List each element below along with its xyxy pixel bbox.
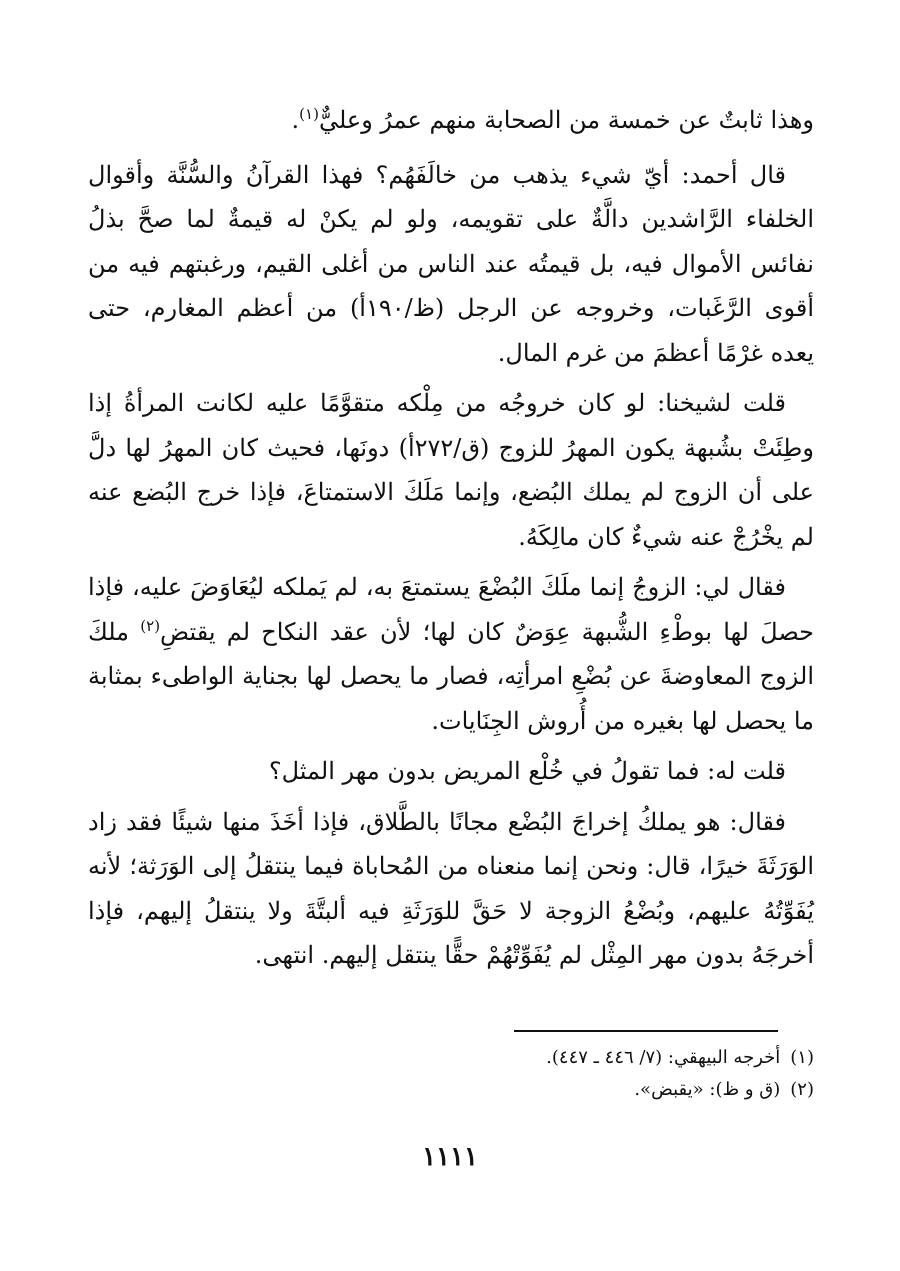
paragraph-1-text: وهذا ثابتٌ عن خمسة من الصحابة منهم عمرُ وعليٌّ bbox=[318, 106, 814, 134]
footnote-1 bbox=[88, 1042, 814, 1074]
paragraph-4-text: فقال لي: الزوجُ إنما ملَكَ البُضْعَ يستمتعَ به، لم يَملكه ليُعَاوَضَ عليه، فإذا حصلَ لها بوطْءِ الشُّبهة عِوَضٌ كان لها؛ لأن عقد النكاح لم يقتضِ bbox=[88, 573, 814, 646]
page-number: ١١١١ bbox=[422, 1142, 478, 1172]
footnote-ref-2: (٢) bbox=[140, 616, 161, 635]
paragraph-6: فقال: هو يملكُ إخراجَ البُضْع مجانًا بالطَّلاق، فإذا أخَذَ منها شيئًا فقد زاد الوَرَثَةَ خيرًا، قال: ونحن إنما منعناه من المُحاباة فيما ينتقلُ إلى الوَرَثة؛ لأنه يُفَوِّتُهُ عليهم، وبُضْعُ الزوجة لا حَقَّ للوَرَثَةِ فيه ألبتَّةَ ولا ينتقلُ إليهم، فإذا أخرجَهُ بدون مهر المِثْل لم يُفَوِّتْهُمْ حقًّا ينتقل إليهم. انتهى. bbox=[88, 807, 814, 969]
footnote-divider bbox=[514, 1030, 778, 1032]
footnote-ref-1: (١) bbox=[299, 105, 319, 123]
footnote-1-text: أخرجه البيهقي: (٧/ ٤٤٦ ـ ٤٤٧). bbox=[546, 1047, 781, 1068]
paragraph-4 bbox=[88, 565, 814, 743]
main-text bbox=[88, 98, 814, 984]
paragraph-3: قلت لشيخنا: لو كان خروجُه من مِلْكه متقوَّمًا عليه لكانت المرأةُ إذا وطِئَتْ بشُبهة يكون المهرُ للزوج (ق/٢٧٢أ) دونَها، فحيث كان المهرُ لها دلَّ على أن الزوج لم يملك البُضع، وإنما مَلَكَ الاستمتاعَ، فإذا خرج البُضع عنه لم يخْرُجْ عنه شيءٌ كان مالِكَهُ. bbox=[88, 389, 814, 551]
footnotes bbox=[88, 1042, 814, 1106]
footnote-2-text: (ق و ظ): «يقبض». bbox=[634, 1079, 781, 1100]
footnote-1-number: (١) bbox=[790, 1047, 814, 1068]
footnote-2 bbox=[88, 1074, 814, 1106]
paragraph-1 bbox=[88, 98, 814, 143]
paragraph-4-continued: ملكَ الزوج المعاوضةَ عن بُضْعِ امرأتِه، فصار ما يحصل لها بجناية الواطىء بمثابة ما يحصل لها بغيره من أُروش الجِنَايات. bbox=[88, 617, 814, 735]
paragraph-5: قلت له: فما تقولُ في خُلْع المريض بدون مهر المثل؟ bbox=[268, 757, 786, 785]
paragraph-2: قال أحمد: أيّ شيء يذهب من خالَفَهُم؟ فهذا القرآنُ والسُّنَّة وأقوال الخلفاء الرَّاشدين دالَّةٌ على تقويمه، ولو لم يكنْ له قيمةٌ لما صحَّ بذلُ نفائس الأموال فيه، بل قيمتُه عند الناس من أغلى القيم، ورغبتهم فيه من أقوى الرَّغَبات، وخروجه عن الرجل (ظ/١٩٠أ) من أعظم المغارم، حتى يعده غرْمًا أعظمَ من غرم المال. bbox=[88, 160, 814, 367]
footnote-2-number: (٢) bbox=[790, 1079, 814, 1100]
paragraph-1-end: . bbox=[291, 106, 300, 134]
